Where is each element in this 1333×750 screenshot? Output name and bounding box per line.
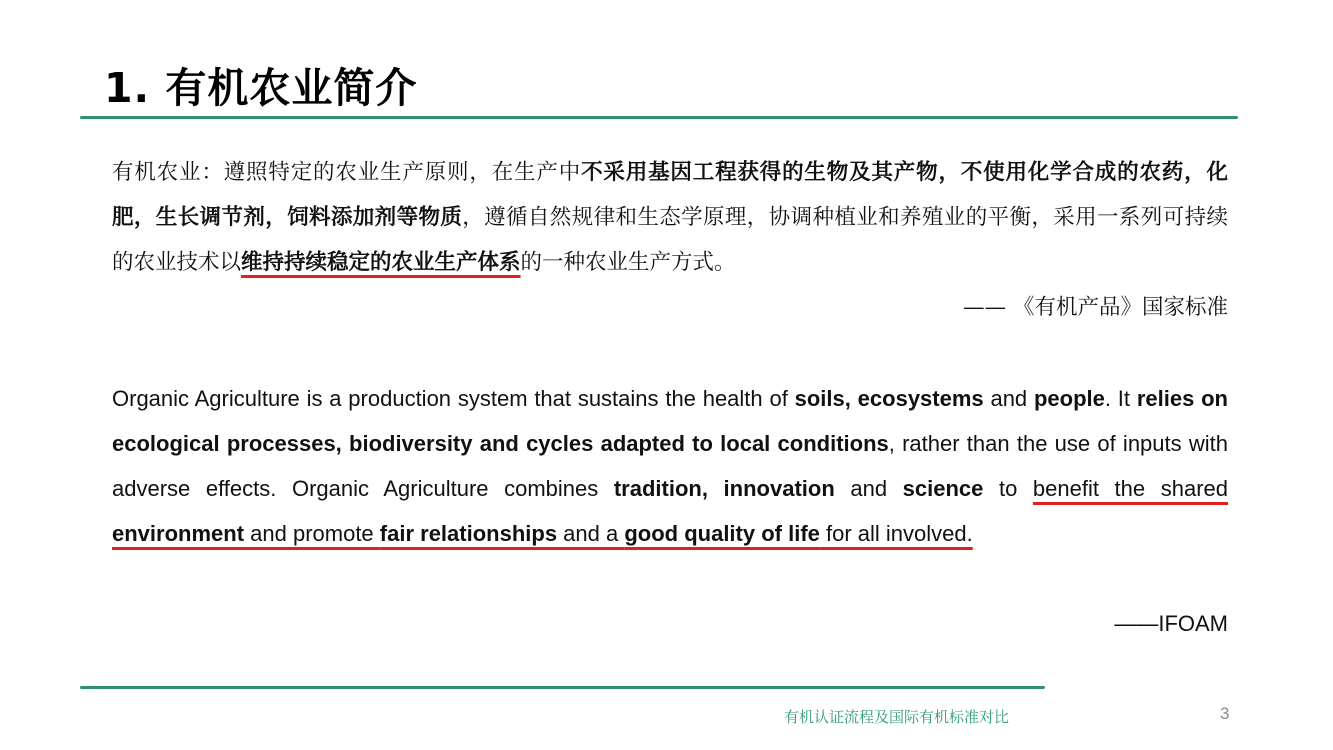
en-text-1: Organic Agriculture is a production system that sustains the health of <box>112 386 795 411</box>
en-u-bold-2: fair relationships <box>379 521 558 546</box>
en-bold-4: tradition, innovation <box>613 476 835 501</box>
en-u-1: benefit the shared <box>1032 476 1228 501</box>
cn-text-3: 的一种农业生产方式。 <box>520 250 736 275</box>
en-text-2: and <box>983 386 1034 411</box>
en-bold-2: people <box>1033 386 1105 411</box>
cn-bold-1: 不采用基因工程获得的生物及其产物，不使用化学合成的农药，化肥，生长调节剂，饲料添加剂等物质 <box>112 160 1228 230</box>
page-number: 3 <box>1220 704 1230 723</box>
en-u-2: and promote <box>244 521 380 546</box>
chinese-definition <box>112 150 1228 285</box>
footer-title: 有机认证流程及国际有机标准对比 <box>784 708 1010 726</box>
cn-text-2: ，遵循自然规律和生态学原理，协调种植业和养殖业的平衡，采用一系列可持续的农业技术以 <box>112 205 1228 275</box>
slide-title: 1. 有机农业简介 <box>104 64 418 112</box>
en-bold-5: science <box>902 476 984 501</box>
en-u-bold-3: good quality of life <box>624 521 820 546</box>
footer-divider <box>80 686 1045 689</box>
english-definition <box>112 376 1228 556</box>
title-divider <box>80 116 1238 119</box>
en-u-3: and a <box>557 521 625 546</box>
en-bold-1: soils, ecosystems <box>794 386 984 411</box>
en-text-6: to <box>983 476 1033 501</box>
en-text-5: and <box>834 476 903 501</box>
en-u-4: for all involved. <box>819 521 973 546</box>
en-u-bold-1: environment <box>112 521 245 546</box>
en-text-4: , rather than the use of inputs with adverse effects. Organic Agriculture combines <box>112 431 1228 501</box>
cn-text-1: 有机农业：遵照特定的农业生产原则，在生产中 <box>112 160 582 185</box>
en-text-3: . It <box>1104 386 1137 411</box>
en-bold-3: relies on ecological processes, biodiversity and cycles adapted to local conditions <box>112 386 1228 456</box>
en-source: ——IFOAM <box>1114 611 1228 636</box>
cn-source: —— 《有机产品》国家标准 <box>963 295 1228 320</box>
cn-emphasis: 维持持续稳定的农业生产体系 <box>241 250 521 275</box>
